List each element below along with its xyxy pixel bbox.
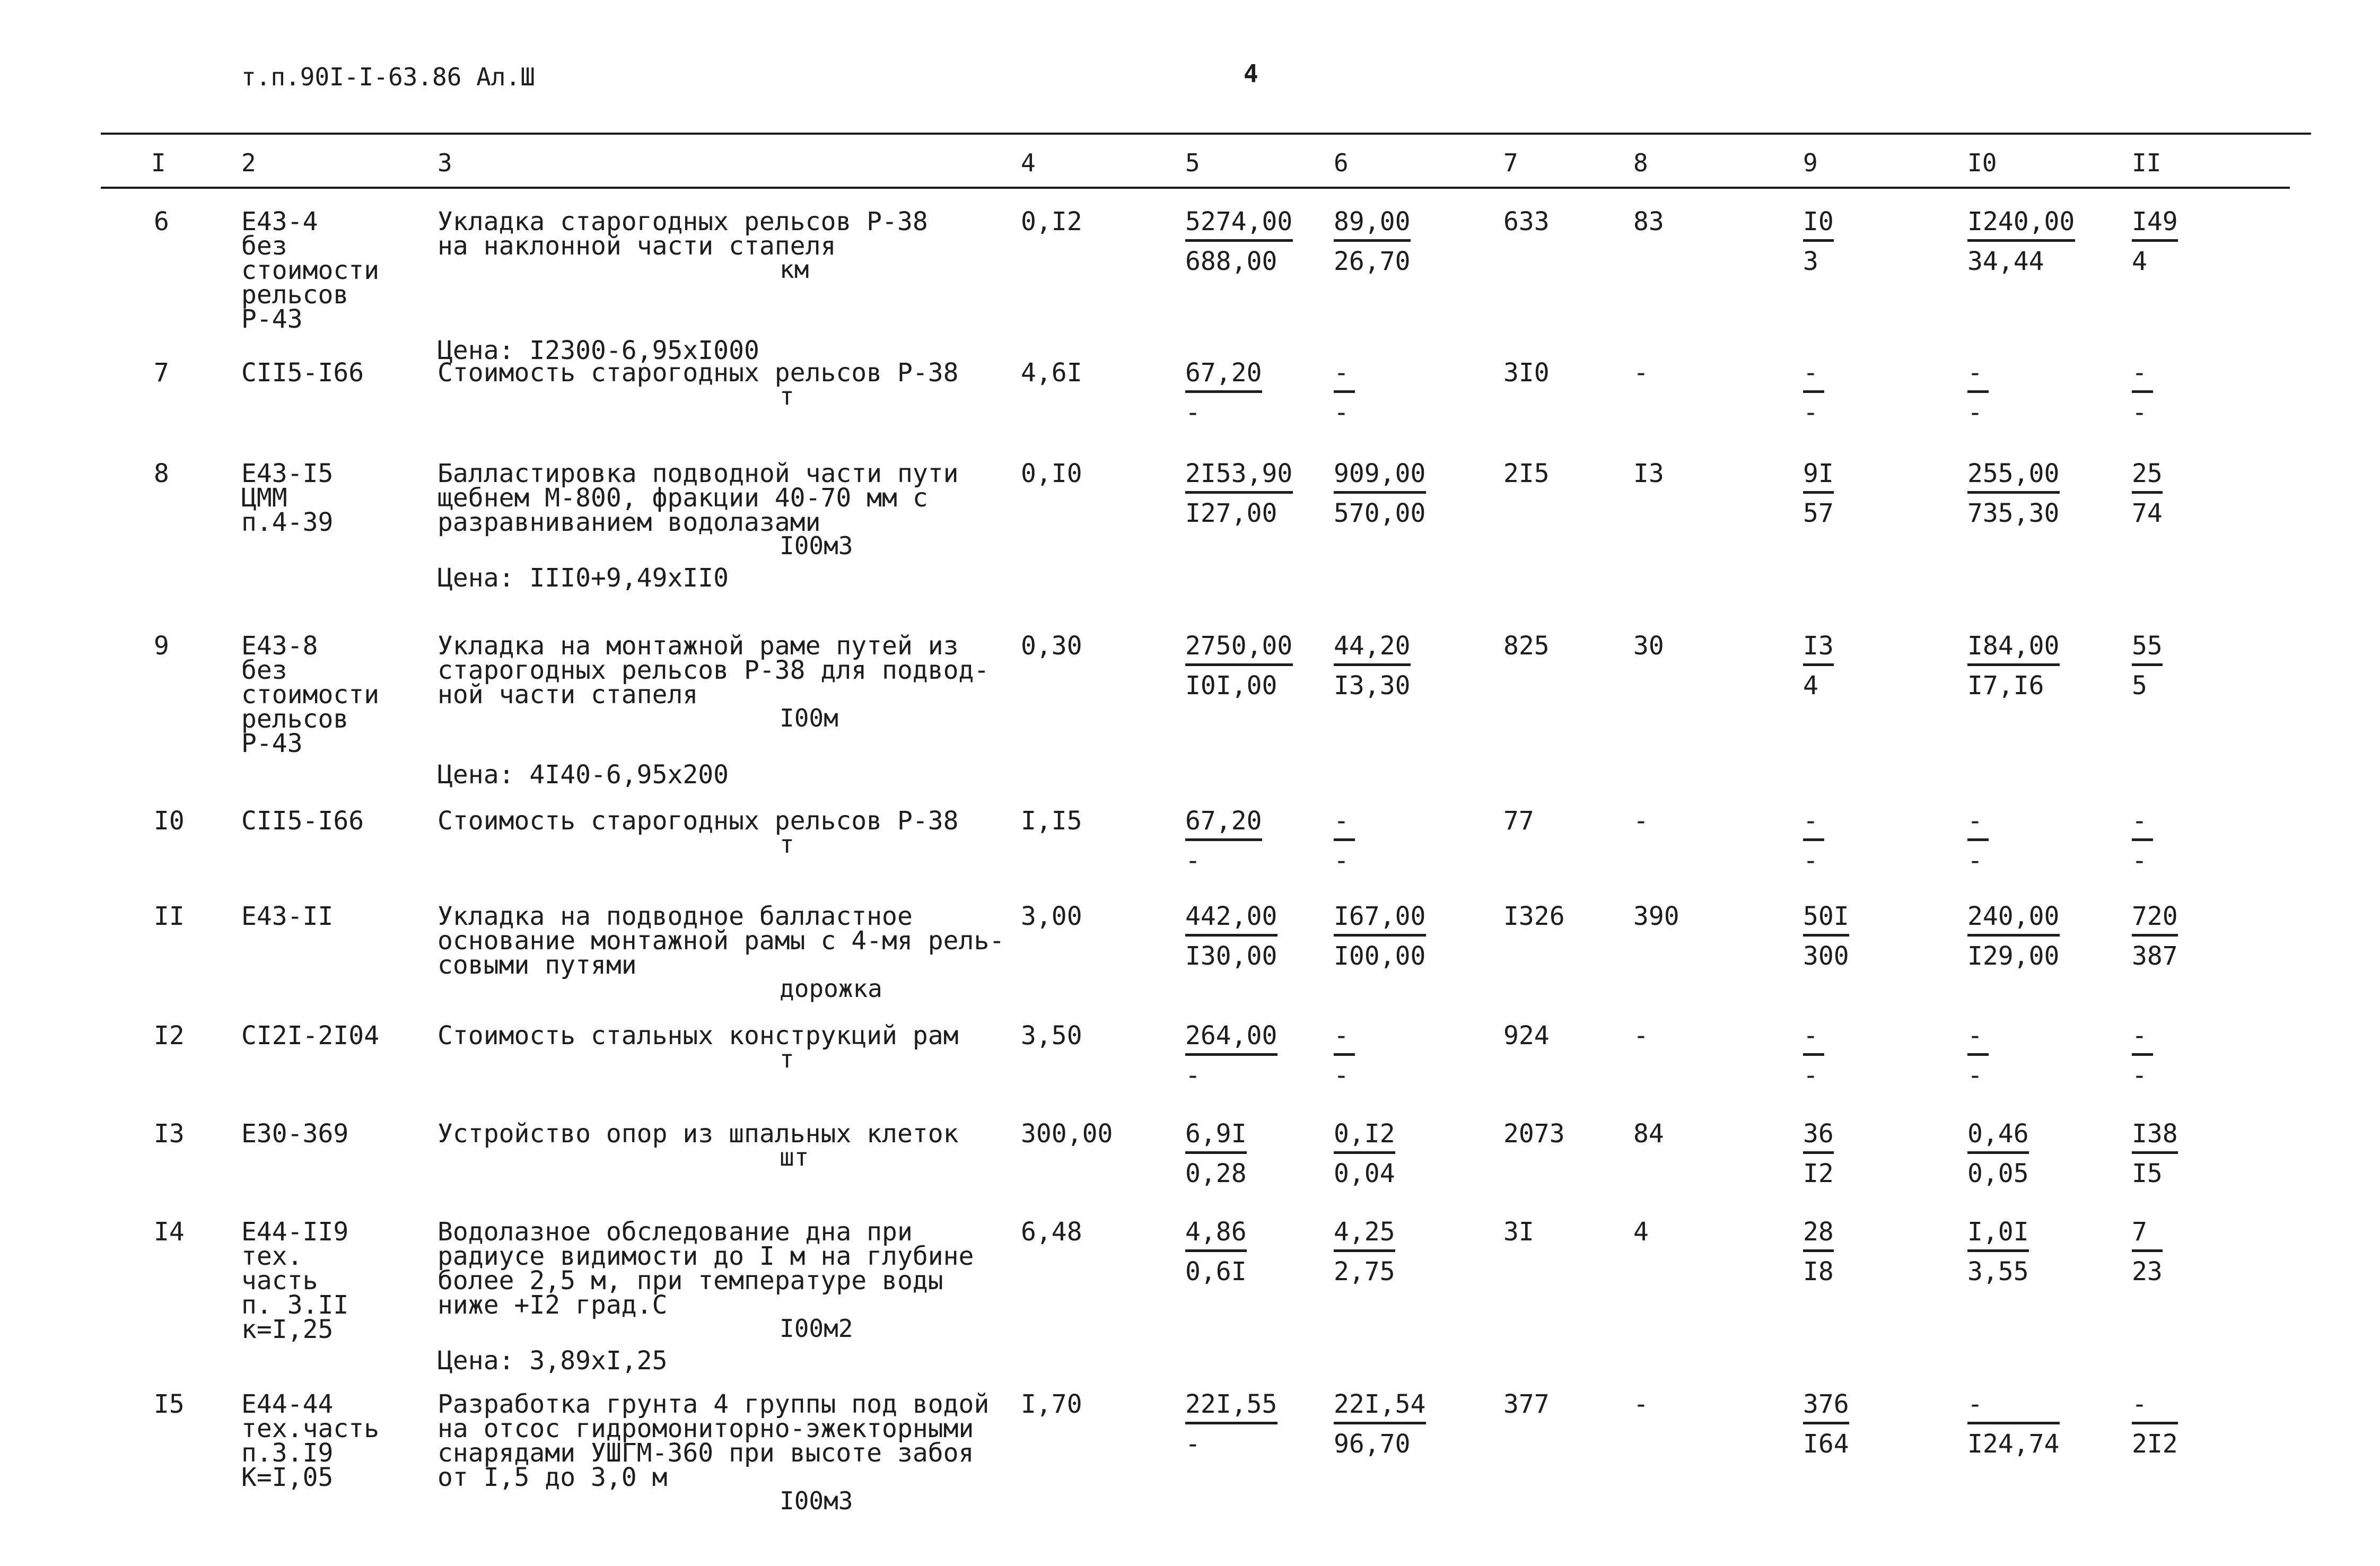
row-number: I5: [154, 1389, 185, 1419]
machine-cost: [1334, 358, 1355, 427]
work-description: Укладка старогодных рельсов Р-38 на наклонной части стапеля: [438, 207, 928, 261]
unit-cost-divider: [1185, 390, 1262, 393]
unit-cost-numerator: 264,00: [1185, 1021, 1278, 1051]
wages-total-numerator: 376: [1803, 1389, 1849, 1419]
labour-total-numerator: -: [2132, 806, 2147, 836]
labour-unit-divider: [1967, 491, 2060, 494]
work-description: Стоимость стальных конструкций рам: [438, 1021, 959, 1051]
labour-total-divider: [2132, 1151, 2178, 1154]
rate-code: E44-44 тех.часть п.3.I9 К=I,05: [241, 1389, 380, 1492]
work-description: Устройство опор из шпальных клеток: [438, 1119, 959, 1149]
labour-unit-numerator: I240,00: [1967, 207, 2075, 237]
wages-total-numerator: I3: [1803, 631, 1834, 661]
labour-unit-denominator: -: [1967, 398, 1983, 427]
unit-cost: [1185, 209, 1293, 274]
price-formula: Цена: 4I40-6,95x200: [438, 760, 729, 790]
labour-unit: [1967, 1119, 2029, 1188]
labour-total-numerator: 720: [2132, 902, 2178, 931]
wages-total: [1803, 358, 1824, 427]
machine-cost: [1334, 461, 1426, 526]
unit-cost-divider: [1185, 1422, 1278, 1424]
wages-total-denominator: -: [1803, 846, 1818, 876]
wages-total: [1803, 1119, 1834, 1188]
wages-total-numerator: 28: [1803, 1217, 1834, 1247]
unit-of-measure: I00м3: [780, 531, 853, 560]
machine-cost: [1334, 806, 1355, 876]
row-number: 6: [154, 207, 169, 237]
table-header-rule: [101, 187, 2290, 189]
unit-cost-numerator: 67,20: [1185, 806, 1262, 836]
machine-cost-divider: [1334, 838, 1355, 841]
wages-total-divider: [1803, 1151, 1834, 1154]
total-machine-cost: -: [1633, 1021, 1649, 1051]
labour-unit-divider: [1967, 1053, 1989, 1056]
labour-total: [2132, 1023, 2153, 1088]
row-number: 9: [154, 631, 169, 661]
wages-total: [1803, 631, 1834, 701]
row-number: 8: [154, 459, 169, 488]
labour-unit-numerator: 255,00: [1967, 459, 2060, 488]
unit-of-measure: т: [780, 830, 794, 859]
row-number: 7: [154, 358, 169, 388]
labour-unit: [1967, 1217, 2029, 1287]
labour-total-denominator: 74: [2132, 498, 2163, 528]
rate-code: E30-369: [241, 1119, 349, 1149]
machine-cost-numerator: 44,20: [1334, 631, 1411, 661]
machine-cost: [1334, 1389, 1426, 1459]
unit-of-measure: т: [780, 1045, 794, 1073]
machine-cost-divider: [1334, 239, 1411, 242]
labour-total-denominator: -: [2132, 398, 2147, 427]
labour-unit-divider: [1967, 934, 2060, 937]
labour-total: [2132, 209, 2178, 274]
column-header: 4: [1021, 148, 1036, 177]
machine-cost-divider: [1334, 934, 1426, 937]
work-description: Стоимость старогодных рельсов Р-38: [438, 806, 959, 836]
machine-cost-denominator: I00,00: [1334, 941, 1426, 971]
quantity: 0,I0: [1021, 459, 1082, 488]
machine-cost-numerator: -: [1334, 806, 1349, 836]
labour-unit-numerator: -: [1967, 1021, 1983, 1051]
labour-total-numerator: -: [2132, 1021, 2147, 1051]
unit-cost: [1185, 806, 1262, 876]
total-direct-cost: 377: [1503, 1389, 1550, 1419]
column-header: 2: [241, 148, 256, 177]
labour-unit-numerator: -: [1967, 1389, 1983, 1419]
work-description: Водолазное обследование дна при радиусе видимости до I м на глубине более 2,5 м, при температуре воды ниже +I2 град.С: [438, 1217, 974, 1320]
total-direct-cost: 924: [1503, 1021, 1550, 1051]
labour-total-divider: [2132, 663, 2163, 666]
unit-cost-divider: [1185, 491, 1293, 494]
total-machine-cost: 30: [1633, 631, 1664, 661]
unit-of-measure: I00м: [780, 704, 838, 732]
price-formula: Цена: I2300-6,95xI000: [438, 336, 759, 365]
wages-total-denominator: -: [1803, 398, 1818, 427]
unit-cost: [1185, 902, 1278, 971]
wages-total-divider: [1803, 663, 1834, 666]
column-header: I: [151, 148, 166, 177]
price-formula: Цена: 3,89xI,25: [438, 1346, 668, 1376]
row-number: I4: [154, 1217, 185, 1247]
labour-unit-divider: [1967, 1249, 2029, 1252]
machine-cost-numerator: -: [1334, 358, 1349, 388]
rate-code: E43-I5 ЦММ п.4-39: [241, 459, 334, 537]
total-direct-cost: 2073: [1503, 1119, 1565, 1149]
labour-unit: [1967, 358, 1989, 427]
quantity: 6,48: [1021, 1217, 1082, 1247]
page-number: 4: [1244, 59, 1258, 88]
total-direct-cost: 77: [1503, 806, 1534, 836]
total-machine-cost: I3: [1633, 459, 1664, 488]
column-header: 6: [1334, 148, 1349, 177]
unit-of-measure: дорожка: [780, 974, 882, 1003]
machine-cost: [1334, 1023, 1355, 1088]
total-machine-cost: 84: [1633, 1119, 1664, 1149]
labour-total: [2132, 902, 2178, 971]
wages-total-numerator: -: [1803, 358, 1818, 388]
wages-total-denominator: 4: [1803, 671, 1818, 701]
rate-code: E43-4 без стоимости рельсов P-43: [241, 207, 380, 334]
machine-cost-denominator: -: [1334, 398, 1349, 427]
labour-unit: [1967, 806, 1989, 876]
total-direct-cost: 633: [1503, 207, 1550, 237]
machine-cost-numerator: 89,00: [1334, 207, 1411, 237]
labour-total-denominator: I5: [2132, 1159, 2163, 1188]
machine-cost-divider: [1334, 491, 1426, 494]
unit-cost-divider: [1185, 838, 1262, 841]
unit-cost-numerator: 22I,55: [1185, 1389, 1278, 1419]
labour-unit-denominator: 34,44: [1967, 247, 2044, 276]
quantity: 300,00: [1021, 1119, 1113, 1149]
total-direct-cost: 2I5: [1503, 459, 1550, 488]
labour-total-denominator: 2I2: [2132, 1429, 2178, 1459]
machine-cost-numerator: -: [1334, 1021, 1349, 1051]
total-machine-cost: -: [1633, 358, 1649, 388]
wages-total-denominator: 300: [1803, 941, 1849, 971]
rate-code: CI2I-2I04: [241, 1021, 380, 1051]
quantity: 0,I2: [1021, 207, 1082, 237]
labour-total: [2132, 631, 2163, 701]
labour-total-divider: [2132, 390, 2153, 393]
total-machine-cost: 4: [1633, 1217, 1649, 1247]
quantity: 3,00: [1021, 902, 1082, 931]
machine-cost: [1334, 902, 1426, 971]
wages-total-divider: [1803, 838, 1824, 841]
wages-total-divider: [1803, 491, 1834, 494]
quantity: 0,30: [1021, 631, 1082, 661]
wages-total-numerator: -: [1803, 1021, 1818, 1051]
table-top-rule: [101, 133, 2311, 135]
wages-total-divider: [1803, 1053, 1824, 1056]
machine-cost-divider: [1334, 1422, 1426, 1424]
unit-cost-numerator: 67,20: [1185, 358, 1262, 388]
work-description: Стоимость старогодных рельсов Р-38: [438, 358, 959, 388]
work-description: Балластировка подводной части пути щебнем М-800, фракции 40-70 мм с разравниванием водолазами: [438, 459, 959, 537]
labour-unit-divider: [1967, 239, 2075, 242]
wages-total: [1803, 1389, 1849, 1459]
total-machine-cost: -: [1633, 1389, 1649, 1419]
labour-total: [2132, 806, 2153, 876]
labour-unit-divider: [1967, 390, 1989, 393]
wages-total: [1803, 1023, 1824, 1088]
labour-total-divider: [2132, 1053, 2153, 1056]
wages-total-divider: [1803, 934, 1849, 937]
labour-total-divider: [2132, 239, 2178, 242]
labour-unit: [1967, 1023, 1989, 1088]
wages-total-divider: [1803, 390, 1824, 393]
labour-total-denominator: 4: [2132, 247, 2147, 276]
labour-unit-denominator: -: [1967, 1061, 1983, 1090]
wages-total: [1803, 461, 1834, 526]
row-number: I0: [154, 806, 185, 836]
labour-unit-denominator: 3,55: [1967, 1257, 2029, 1287]
unit-cost-denominator: 0,28: [1185, 1159, 1247, 1188]
machine-cost-divider: [1334, 1151, 1395, 1154]
column-header: 7: [1503, 148, 1518, 177]
machine-cost-denominator: 96,70: [1334, 1429, 1411, 1459]
labour-total-numerator: -: [2132, 358, 2147, 388]
labour-unit-denominator: I7,I6: [1967, 671, 2044, 701]
labour-unit: [1967, 902, 2060, 971]
labour-unit-divider: [1967, 1422, 2060, 1424]
machine-cost-numerator: 4,25: [1334, 1217, 1395, 1247]
labour-total-numerator: -: [2132, 1389, 2147, 1419]
labour-unit-numerator: -: [1967, 358, 1983, 388]
labour-total-numerator: 55: [2132, 631, 2163, 661]
machine-cost-numerator: 909,00: [1334, 459, 1426, 488]
machine-cost-denominator: -: [1334, 1061, 1349, 1090]
labour-total: [2132, 1217, 2163, 1287]
machine-cost-divider: [1334, 390, 1355, 393]
labour-total: [2132, 461, 2163, 526]
unit-cost: [1185, 1119, 1247, 1188]
wages-total-denominator: I8: [1803, 1257, 1834, 1287]
wages-total-numerator: 9I: [1803, 459, 1834, 488]
quantity: 3,50: [1021, 1021, 1082, 1051]
rate-code: E43-8 без стоимости рельсов P-43: [241, 631, 380, 758]
labour-total: [2132, 1389, 2178, 1459]
unit-cost-divider: [1185, 934, 1278, 937]
unit-cost-numerator: 2750,00: [1185, 631, 1293, 661]
total-direct-cost: 825: [1503, 631, 1550, 661]
document-reference: т.п.90I-I-63.86 Ал.Ш: [241, 63, 535, 91]
machine-cost-denominator: 570,00: [1334, 498, 1426, 528]
unit-cost-divider: [1185, 239, 1293, 242]
row-number: I2: [154, 1021, 185, 1051]
machine-cost-denominator: I3,30: [1334, 671, 1411, 701]
labour-unit-denominator: I29,00: [1967, 941, 2060, 971]
machine-cost-divider: [1334, 1053, 1355, 1056]
unit-cost-denominator: -: [1185, 1061, 1201, 1090]
machine-cost-denominator: -: [1334, 846, 1349, 876]
machine-cost: [1334, 209, 1411, 274]
rate-code: E44-II9 тех. часть п. 3.II к=I,25: [241, 1217, 349, 1344]
labour-unit-numerator: 0,46: [1967, 1119, 2029, 1149]
labour-total-divider: [2132, 934, 2178, 937]
machine-cost-numerator: I67,00: [1334, 902, 1426, 931]
labour-total-numerator: 7: [2132, 1217, 2147, 1247]
column-header: II: [2132, 148, 2162, 177]
quantity: I,I5: [1021, 806, 1082, 836]
labour-total-divider: [2132, 1249, 2163, 1252]
work-description: Укладка на подводное балластное основание монтажной рамы с 4-мя рель- совыми путями: [438, 902, 1005, 980]
machine-cost-numerator: 0,I2: [1334, 1119, 1395, 1149]
labour-unit-divider: [1967, 1151, 2029, 1154]
unit-cost-numerator: 4,86: [1185, 1217, 1247, 1247]
labour-total-denominator: -: [2132, 1061, 2147, 1090]
labour-unit: [1967, 209, 2075, 274]
column-header: 5: [1185, 148, 1200, 177]
unit-cost-denominator: -: [1185, 398, 1201, 427]
labour-total-numerator: I38: [2132, 1119, 2178, 1149]
rate-code: CII5-I66: [241, 358, 364, 388]
unit-cost-numerator: 5274,00: [1185, 207, 1293, 237]
wages-total-divider: [1803, 239, 1834, 242]
wages-total-denominator: -: [1803, 1061, 1818, 1090]
wages-total-denominator: I64: [1803, 1429, 1849, 1459]
labour-total-denominator: 23: [2132, 1257, 2163, 1287]
labour-unit-numerator: I84,00: [1967, 631, 2060, 661]
work-description: Разработка грунта 4 группы под водой на отсос гидромониторно-эжекторными снарядами УШГМ-360 при высоте забоя от I,5 до 3,0 м: [438, 1389, 990, 1492]
labour-unit-numerator: I,0I: [1967, 1217, 2029, 1247]
unit-cost-denominator: -: [1185, 846, 1201, 876]
unit-cost-divider: [1185, 1249, 1247, 1252]
rate-code: CII5-I66: [241, 806, 364, 836]
unit-cost-denominator: 688,00: [1185, 247, 1278, 276]
unit-of-measure: шт: [780, 1143, 809, 1171]
total-machine-cost: 83: [1633, 207, 1664, 237]
unit-of-measure: I00м3: [780, 1486, 853, 1515]
unit-cost-denominator: 0,6I: [1185, 1257, 1247, 1287]
machine-cost: [1334, 631, 1411, 701]
unit-cost-divider: [1185, 663, 1293, 666]
labour-unit-denominator: 735,30: [1967, 498, 2060, 528]
unit-cost-numerator: 6,9I: [1185, 1119, 1247, 1149]
total-direct-cost: 3I: [1503, 1217, 1534, 1247]
work-description: Укладка на монтажной раме путей из старогодных рельсов Р-38 для подвод- ной части стапеля: [438, 631, 990, 710]
machine-cost-divider: [1334, 663, 1411, 666]
total-machine-cost: -: [1633, 806, 1649, 836]
unit-cost-numerator: 2I53,90: [1185, 459, 1293, 488]
wages-total-divider: [1803, 1249, 1834, 1252]
unit-cost: [1185, 1023, 1278, 1088]
quantity: I,70: [1021, 1389, 1082, 1419]
wages-total: [1803, 806, 1824, 876]
row-number: II: [154, 902, 185, 931]
row-number: I3: [154, 1119, 185, 1149]
total-direct-cost: 3I0: [1503, 358, 1550, 388]
price-formula: Цена: III0+9,49xII0: [438, 563, 729, 593]
machine-cost: [1334, 1217, 1395, 1287]
unit-of-measure: т: [780, 382, 794, 410]
labour-total-divider: [2132, 838, 2153, 841]
unit-cost-denominator: I0I,00: [1185, 671, 1278, 701]
wages-total-denominator: 3: [1803, 247, 1818, 276]
unit-cost-denominator: I27,00: [1185, 498, 1278, 528]
unit-cost: [1185, 1217, 1247, 1287]
machine-cost-denominator: 26,70: [1334, 247, 1411, 276]
wages-total-denominator: I2: [1803, 1159, 1834, 1188]
machine-cost-numerator: 22I,54: [1334, 1389, 1426, 1419]
labour-total: [2132, 1119, 2178, 1188]
labour-total-denominator: 5: [2132, 671, 2147, 701]
column-header: 8: [1633, 148, 1648, 177]
total-machine-cost: 390: [1633, 902, 1679, 931]
unit-of-measure: км: [780, 255, 809, 284]
wages-total-numerator: I0: [1803, 207, 1834, 237]
rate-code: E43-II: [241, 902, 334, 931]
labour-unit-divider: [1967, 838, 1989, 841]
labour-unit-denominator: -: [1967, 846, 1983, 876]
column-header: I0: [1967, 148, 1997, 177]
labour-total-divider: [2132, 1422, 2178, 1424]
unit-cost-numerator: 442,00: [1185, 902, 1278, 931]
labour-unit-numerator: -: [1967, 806, 1983, 836]
total-direct-cost: I326: [1503, 902, 1565, 931]
wages-total-denominator: 57: [1803, 498, 1834, 528]
unit-cost: [1185, 1389, 1278, 1459]
labour-unit: [1967, 1389, 2060, 1459]
wages-total: [1803, 1217, 1834, 1287]
labour-unit-divider: [1967, 663, 2060, 666]
wages-total: [1803, 902, 1849, 971]
wages-total-numerator: 36: [1803, 1119, 1834, 1149]
labour-total-numerator: I49: [2132, 207, 2178, 237]
unit-of-measure: I00м2: [780, 1314, 853, 1343]
wages-total-numerator: 50I: [1803, 902, 1849, 931]
machine-cost-denominator: 2,75: [1334, 1257, 1395, 1287]
labour-unit: [1967, 631, 2060, 701]
quantity: 4,6I: [1021, 358, 1082, 388]
labour-total-denominator: 387: [2132, 941, 2178, 971]
unit-cost-denominator: I30,00: [1185, 941, 1278, 971]
unit-cost: [1185, 631, 1293, 701]
labour-total-divider: [2132, 491, 2163, 494]
unit-cost-divider: [1185, 1151, 1247, 1154]
labour-unit: [1967, 461, 2060, 526]
column-header: 9: [1803, 148, 1818, 177]
labour-unit-numerator: 240,00: [1967, 902, 2060, 931]
machine-cost-denominator: 0,04: [1334, 1159, 1395, 1188]
column-header: 3: [438, 148, 452, 177]
wages-total: [1803, 209, 1834, 274]
wages-total-numerator: -: [1803, 806, 1818, 836]
machine-cost-divider: [1334, 1249, 1395, 1252]
labour-unit-denominator: I24,74: [1967, 1429, 2060, 1459]
labour-total: [2132, 358, 2153, 427]
wages-total-divider: [1803, 1422, 1849, 1424]
labour-total-denominator: -: [2132, 846, 2147, 876]
machine-cost: [1334, 1119, 1395, 1188]
unit-cost: [1185, 358, 1262, 427]
labour-unit-denominator: 0,05: [1967, 1159, 2029, 1188]
unit-cost-divider: [1185, 1053, 1278, 1056]
unit-cost: [1185, 461, 1293, 526]
unit-cost-denominator: -: [1185, 1429, 1201, 1459]
labour-total-numerator: 25: [2132, 459, 2163, 488]
